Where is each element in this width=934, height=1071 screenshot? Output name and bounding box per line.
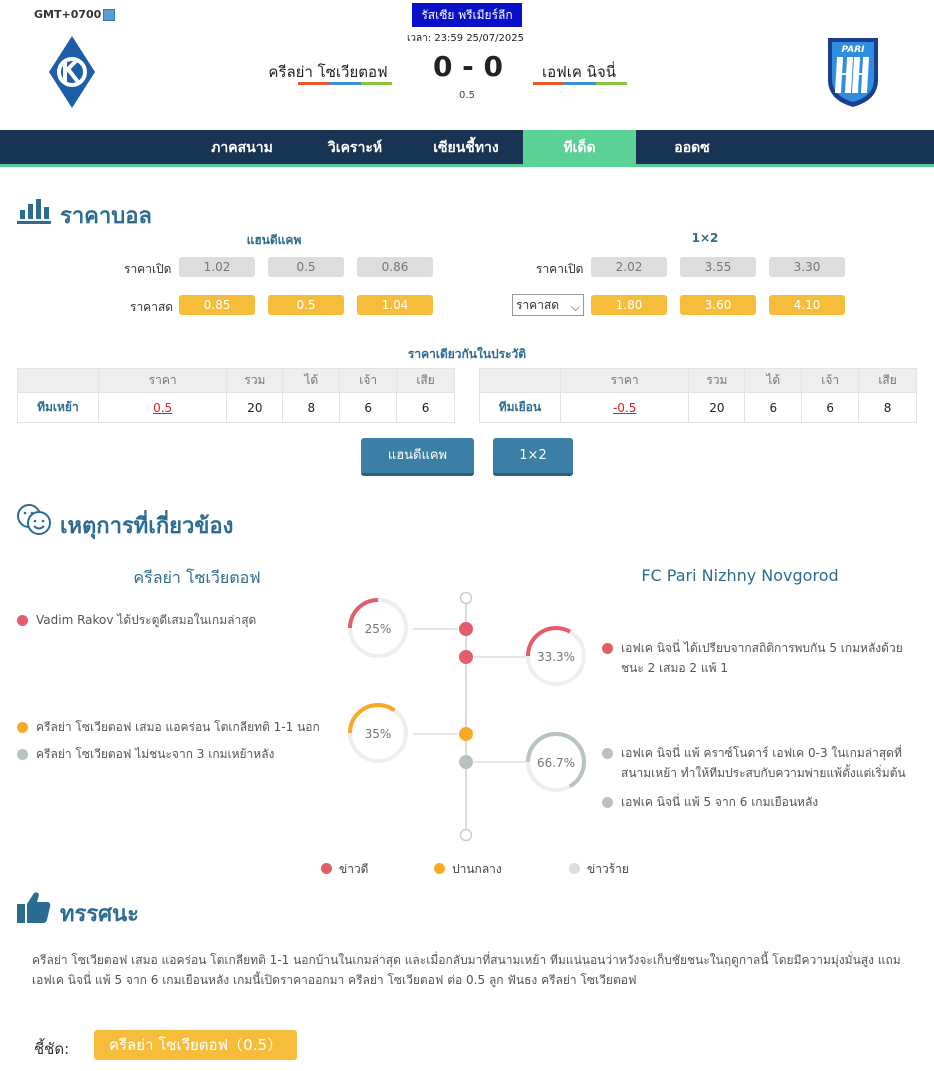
col-header-total: รวม [227, 369, 283, 393]
home-team-name[interactable]: ครีลย่า โซเวียตอฟ [268, 63, 388, 81]
timezone-icon[interactable] [103, 9, 115, 21]
home-color-bar [298, 82, 392, 85]
timeline-start [461, 593, 472, 604]
col-header-win: ได้ [283, 369, 340, 393]
history-team: ทีมเหย้า [18, 393, 99, 423]
svg-text:PARI: PARI [841, 45, 865, 55]
bad-news-dot [602, 748, 613, 759]
history-team: ทีมเยือน [480, 393, 561, 423]
pct-home-good: 25% [364, 622, 392, 636]
league-badge[interactable]: รัสเซีย พรีเมียร์ลีก [412, 3, 522, 27]
col-header-draw: เจ้า [340, 369, 397, 393]
col-header-win: ได้ [745, 369, 802, 393]
events-timeline [340, 590, 600, 845]
home-history-table [17, 368, 455, 423]
match-time: เวลา: 23:59 25/07/2025 [407, 33, 524, 44]
handicap-live-home: 0.85 [179, 295, 255, 315]
away-event-1-line1: เอฟเค นิจนี่ ได้เปรียบจากสถิติการพบกัน 5 เกมหลังด้วย [621, 641, 903, 655]
pct-circle-home-neutral [350, 705, 406, 761]
legend-good: ข่าวดี [339, 862, 369, 876]
col-header-draw: เจ้า [802, 369, 859, 393]
bad-news-dot [602, 797, 613, 808]
away-event-2-line2: สนามเหย้า ทำให้ทีมประสบกับความพ่ายแพ้ตั้งแต่เริ่มต้น [621, 766, 906, 780]
col-header [480, 369, 561, 393]
timeline-node-good [459, 650, 473, 664]
legend-neutral-dot [434, 863, 445, 874]
table-row [18, 393, 455, 423]
main-nav [0, 130, 934, 167]
handicap-live-line: 0.5 [268, 295, 344, 315]
odds-type-value: ราคาสด [516, 298, 560, 312]
tab-analysis[interactable]: วิเคราะห์ [327, 140, 383, 156]
pick-badge: ครีลย่า โซเวียตอฟ（0.5） [94, 1030, 297, 1060]
pct-circle-away-good [528, 628, 584, 684]
thumbs-up-icon [16, 890, 52, 924]
home-event-3: ครีลย่า โซเวียตอฟ ไม่ชนะจาก 3 เกมเหย้าหลัง [36, 747, 275, 761]
x12-open-away: 3.30 [769, 257, 845, 277]
handicap-live-label: ราคาสด [130, 300, 174, 314]
good-news-dot [602, 643, 613, 654]
col-header-loss: เสีย [859, 369, 917, 393]
history-win: 8 [283, 393, 340, 423]
x12-open-home: 2.02 [591, 257, 667, 277]
odds-title: ราคาบอล [60, 204, 152, 229]
history-price-link[interactable]: 0.5 [98, 393, 227, 423]
bad-news-dot [17, 749, 28, 760]
good-news-dot [17, 615, 28, 626]
away-color-bar [533, 82, 627, 85]
history-heading: ราคาเดียวกันในประวัติ [407, 347, 527, 361]
timeline-node-bad [459, 755, 473, 769]
pct-away-good: 33.3% [536, 650, 576, 664]
opinion-text: ครีลย่า โซเวียตอฟ เสมอ แอคร่อน โตเกลียทติ 1-1 นอกบ้านในเกมล่าสุด และเมื่อกลับมาที่สนามเหย้า ทีมแน่นอนว่าหวังจะเก็บชัยชนะในฤดูกาลนี้ โดยมีความมุ่งมั่นสูง แถม เอฟเค นิจนี่ แพ้ 5 จาก 6 เกมเยือนหลัง เกมนี้เปิดราคาออกมา ครีลย่า โซเวียตอฟ ต่อ 0.5 ลูก ฟันธง ครีลย่า โซเวียตอฟ [32, 953, 901, 987]
pct-away-bad: 66.7% [536, 756, 576, 770]
tab-odds[interactable]: ออดซ [674, 140, 710, 156]
away-event-3: เอฟเค นิจนี่ แพ้ 5 จาก 6 เกมเยือนหลัง [621, 795, 819, 809]
match-handicap: 0.5 [459, 90, 475, 101]
tab-field[interactable]: ภาคสนาม [211, 140, 273, 156]
history-total: 20 [689, 393, 745, 423]
timezone-label[interactable] [34, 8, 115, 21]
x12-open-label: ราคาเปิด [536, 262, 584, 276]
table-row [480, 393, 917, 423]
events-home-team: ครีลย่า โซเวียตอฟ [133, 568, 261, 587]
faces-icon [16, 503, 52, 535]
x12-live-away: 4.10 [769, 295, 845, 315]
events-away-team: FC Pari Nizhny Novgorod [641, 566, 839, 585]
handicap-heading: แฮนดีแคพ [246, 233, 302, 247]
timeline-end [461, 830, 472, 841]
handicap-open-label: ราคาเปิด [124, 262, 172, 276]
legend-bad-dot [569, 863, 580, 874]
away-history-table [479, 368, 917, 423]
x12-button[interactable]: 1×2 [493, 438, 573, 476]
pct-home-neutral: 35% [364, 727, 392, 741]
chevron-down-icon: ⌵ [570, 300, 580, 314]
away-event-2-line1: เอฟเค นิจนี่ แพ้ คราซ์โนดาร์ เอฟเค 0-3 ในเกมล่าสุดที่ [621, 746, 902, 760]
home-event-2: ครีลย่า โซเวียตอฟ เสมอ แอคร่อน โตเกลียทติ 1-1 นอก [36, 720, 320, 734]
away-team-logo [826, 36, 880, 108]
timeline-node-neutral [459, 727, 473, 741]
tab-expert[interactable]: เซียนชี้ทาง [433, 140, 499, 156]
handicap-open-home: 1.02 [179, 257, 255, 277]
match-score: 0 - 0 [432, 50, 504, 83]
neutral-news-dot [17, 722, 28, 733]
bar-chart-icon [17, 196, 51, 224]
x12-live-home: 1.80 [591, 295, 667, 315]
history-win: 6 [745, 393, 802, 423]
handicap-open-line: 0.5 [268, 257, 344, 277]
legend-good-dot [321, 863, 332, 874]
x12-live-draw: 3.60 [680, 295, 756, 315]
col-header-price: ราคา [560, 369, 689, 393]
history-draw: 6 [340, 393, 397, 423]
home-event-1: Vadim Rakov ได้ประตูดีเสมอในเกมล่าสุด [36, 613, 257, 627]
away-event-1-line2: ชนะ 2 เสมอ 2 แพ้ 1 [621, 661, 728, 675]
col-header-loss: เสีย [397, 369, 455, 393]
pct-circle-home-good [350, 600, 406, 656]
opinion-title: ทรรศนะ [60, 902, 139, 927]
x12-open-draw: 3.55 [680, 257, 756, 277]
odds-type-select[interactable] [512, 294, 584, 316]
legend-bad: ข่าวร้าย [587, 862, 629, 876]
col-header-total: รวม [689, 369, 745, 393]
legend-neutral: ปานกลาง [452, 862, 502, 876]
timezone-text: GMT+0700 [34, 8, 102, 21]
timeline-node-good [459, 622, 473, 636]
handicap-button[interactable]: แฮนดีแคพ [361, 438, 474, 476]
x12-heading: 1×2 [691, 231, 719, 245]
handicap-open-away: 0.86 [357, 257, 433, 277]
history-loss: 6 [397, 393, 455, 423]
history-draw: 6 [802, 393, 859, 423]
history-loss: 8 [859, 393, 917, 423]
history-total: 20 [227, 393, 283, 423]
col-header [18, 369, 99, 393]
history-price-link[interactable]: -0.5 [560, 393, 689, 423]
pick-label: ชี้ชัด: [34, 1040, 70, 1058]
handicap-live-away: 1.04 [357, 295, 433, 315]
away-event-1 [621, 638, 903, 678]
events-title: เหตุการที่เกี่ยวข้อง [60, 514, 234, 539]
away-event-2 [621, 743, 906, 783]
tab-tips[interactable]: ทีเด็ด [523, 130, 636, 167]
away-team-name[interactable]: เอฟเค นิจนี่ [542, 63, 616, 81]
pct-circle-away-bad [528, 734, 584, 790]
home-team-logo [49, 36, 95, 108]
col-header-price: ราคา [98, 369, 227, 393]
